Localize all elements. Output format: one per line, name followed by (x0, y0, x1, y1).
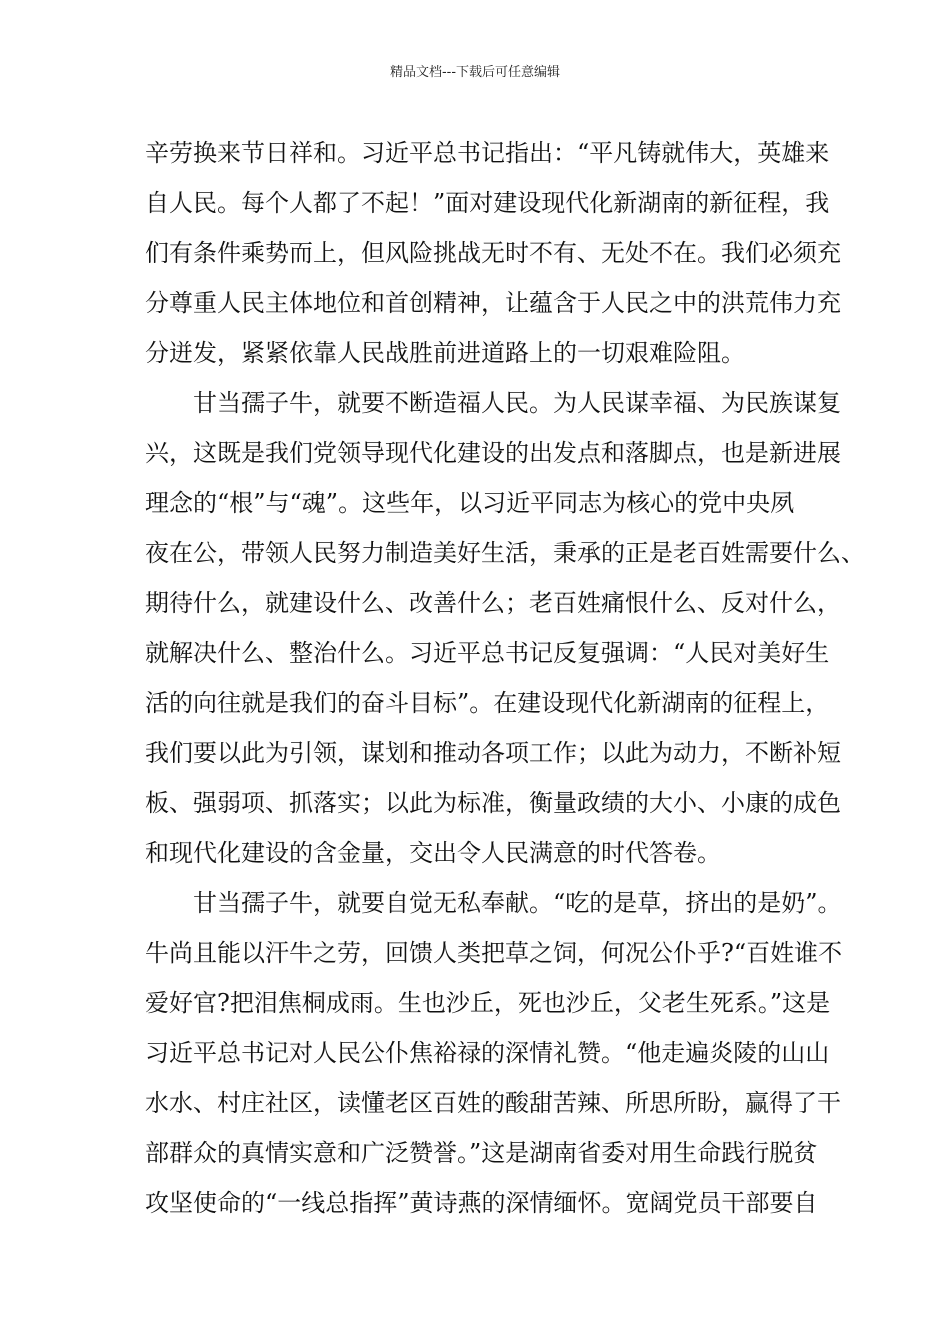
paragraph-2 (145, 378, 865, 878)
text-line: 理念的“根”与“魂”。这些年，以习近平同志为核心的党中央夙 (145, 489, 795, 517)
text-line: 我们要以此为引领，谋划和推动各项工作；以此为动力，不断补短 (145, 739, 841, 767)
text-line: 活的向往就是我们的奋斗目标”。在建设现代化新湖南的征程上， (145, 689, 830, 717)
text-line: 甘当孺子牛，就要自觉无私奉献。“吃的是草，挤出的是奶”。 (193, 889, 842, 917)
paragraph-1 (145, 128, 841, 378)
text-line: 攻坚使命的“一线总指挥”黄诗燕的深情缅怀。宽阔党员干部要自 (145, 1189, 818, 1217)
text-line: 甘当孺子牛，就要不断造福人民。为人民谋幸福、为民族谋复 (193, 389, 841, 417)
text-line: 习近平总书记对人民公仆焦裕禄的深情礼赞。“他走遍炎陵的山山 (145, 1039, 830, 1067)
paragraph-3 (145, 878, 843, 1228)
page-header: 精品文档---下载后可任意编辑 (389, 65, 561, 80)
text-line: 爱好官?把泪焦桐成雨。生也沙丘，死也沙丘，父老生死系。”这是 (145, 989, 831, 1017)
text-line: 水水、村庄社区，读懂老区百姓的酸甜苦辣、所思所盼，赢得了干 (145, 1089, 841, 1117)
text-line: 板、强弱项、抓落实；以此为标准，衡量政绩的大小、小康的成色 (145, 789, 841, 817)
text-line: 分迸发，紧紧依靠人民战胜前进道路上的一切艰难险阻。 (145, 339, 745, 367)
text-line: 牛尚且能以汗牛之劳，回馈人类把草之饲，何况公仆乎?“百姓谁不 (145, 939, 843, 967)
text-line: 兴，这既是我们党领导现代化建设的出发点和落脚点，也是新进展 (145, 439, 841, 467)
text-line: 期待什么，就建设什么、改善什么；老百姓痛恨什么、反对什么， (145, 589, 841, 617)
text-line: 部群众的真情实意和广泛赞誉。”这是湖南省委对用生命践行脱贫 (145, 1139, 818, 1167)
text-line: 辛劳换来节日祥和。习近平总书记指出：“平凡铸就伟大，英雄来 (145, 139, 830, 167)
text-line: 自人民。每个人都了不起！”面对建设现代化新湖南的新征程，我 (145, 189, 830, 217)
text-line: 们有条件乘势而上，但风险挑战无时不有、无处不在。我们必须充 (145, 239, 841, 267)
text-line: 就解决什么、整治什么。习近平总书记反复强调：“人民对美好生 (145, 639, 830, 667)
text-line: 和现代化建设的含金量，交出令人民满意的时代答卷。 (145, 839, 721, 867)
text-line: 夜在公，带领人民努力制造美好生活，秉承的正是老百姓需要什么、 (145, 539, 865, 567)
text-line: 分尊重人民主体地位和首创精神，让蕴含于人民之中的洪荒伟力充 (145, 289, 841, 317)
body-text (145, 128, 865, 1228)
